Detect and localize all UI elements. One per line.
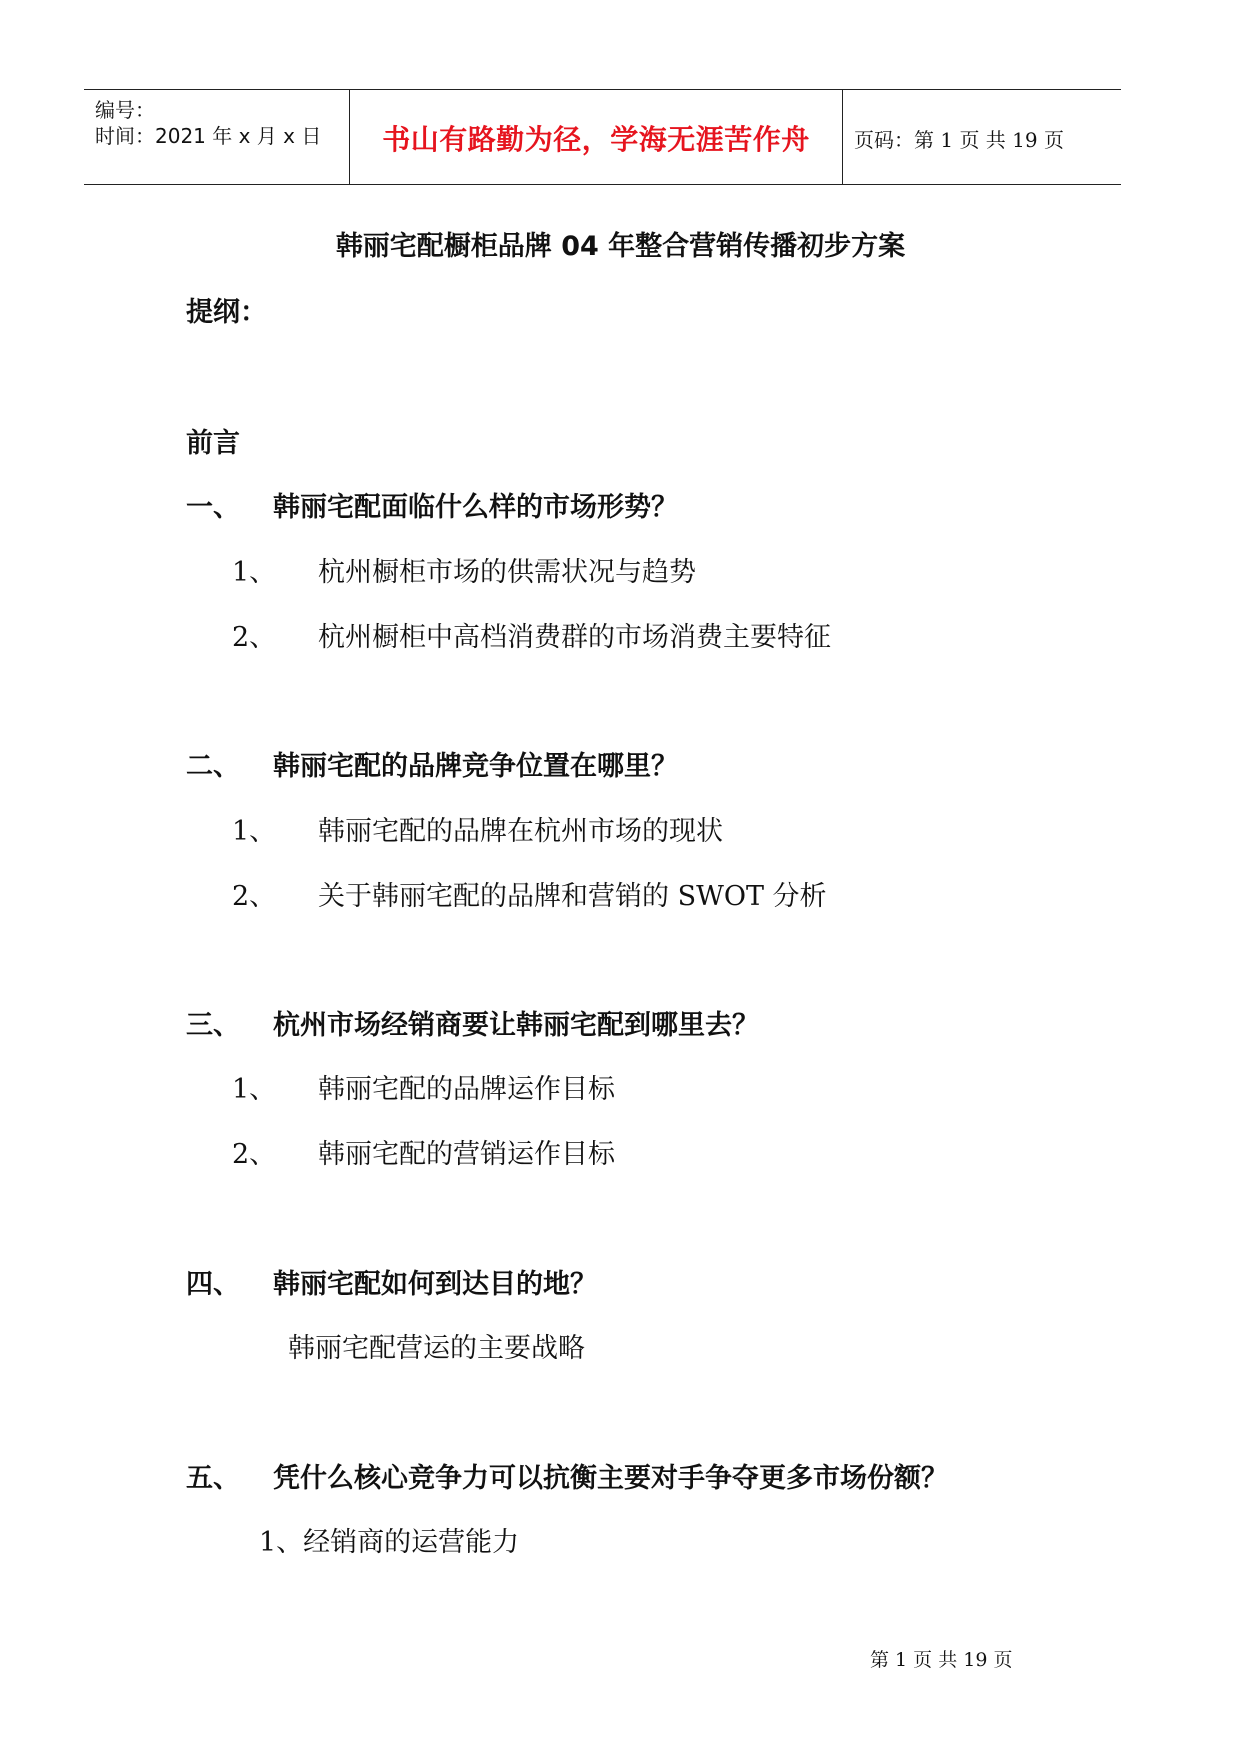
section-2-item-2-text: 关于韩丽宅配的品牌和营销的 SWOT 分析 — [318, 881, 827, 912]
document-time-label: 时间：2021 年 x 月 x 日 — [95, 124, 322, 148]
section-2-heading: 韩丽宅配的品牌竞争位置在哪里？ — [273, 751, 678, 782]
section-1-number: 一、 — [186, 492, 240, 523]
section-4-heading: 韩丽宅配如何到达目的地？ — [273, 1269, 597, 1300]
section-2-item-2-number: 2、 — [232, 881, 277, 912]
section-3-item-1-number: 1、 — [232, 1074, 277, 1105]
section-4-number: 四、 — [186, 1269, 240, 1300]
header-meta-cell — [84, 90, 349, 184]
document-title: 韩丽宅配橱柜品牌 04 年整合营销传播初步方案 — [335, 231, 906, 262]
section-4-subtext: 韩丽宅配营运的主要战略 — [288, 1333, 585, 1364]
header-table — [84, 89, 1121, 185]
section-3-number: 三、 — [186, 1010, 240, 1041]
header-page-cell — [842, 90, 1121, 184]
section-3-heading: 杭州市场经销商要让韩丽宅配到哪里去？ — [273, 1010, 759, 1041]
section-2-number: 二、 — [186, 751, 240, 782]
section-5-number: 五、 — [186, 1463, 240, 1494]
section-5-heading: 凭什么核心竞争力可以抗衡主要对手争夺更多市场份额？ — [273, 1463, 948, 1494]
preface-heading: 前言 — [186, 428, 240, 459]
header-motto-cell — [349, 90, 843, 184]
outline-label: 提纲： — [186, 297, 267, 328]
section-3-item-1-text: 韩丽宅配的品牌运作目标 — [318, 1074, 615, 1105]
motto-text: 书山有路勤为径，学海无涯苦作舟 — [382, 123, 810, 156]
section-2-item-1-number: 1、 — [232, 816, 277, 847]
section-3-item-2-text: 韩丽宅配的营销运作目标 — [318, 1139, 615, 1170]
document-number-label: 编号： — [95, 98, 155, 122]
section-1-item-2-number: 2、 — [232, 622, 277, 653]
section-1-item-1-text: 杭州橱柜市场的供需状况与趋势 — [318, 557, 696, 588]
header-page-info: 页码：第 1 页 共 19 页 — [854, 128, 1064, 152]
section-2-item-1-text: 韩丽宅配的品牌在杭州市场的现状 — [318, 816, 723, 847]
section-1-heading: 韩丽宅配面临什么样的市场形势？ — [273, 492, 678, 523]
section-1-item-1-number: 1、 — [232, 557, 277, 588]
section-3-item-2-number: 2、 — [232, 1139, 277, 1170]
page-footer: 第 1 页 共 19 页 — [870, 1649, 1013, 1671]
section-5-subtext: 1、经销商的运营能力 — [259, 1527, 520, 1558]
section-1-item-2-text: 杭州橱柜中高档消费群的市场消费主要特征 — [318, 622, 831, 653]
